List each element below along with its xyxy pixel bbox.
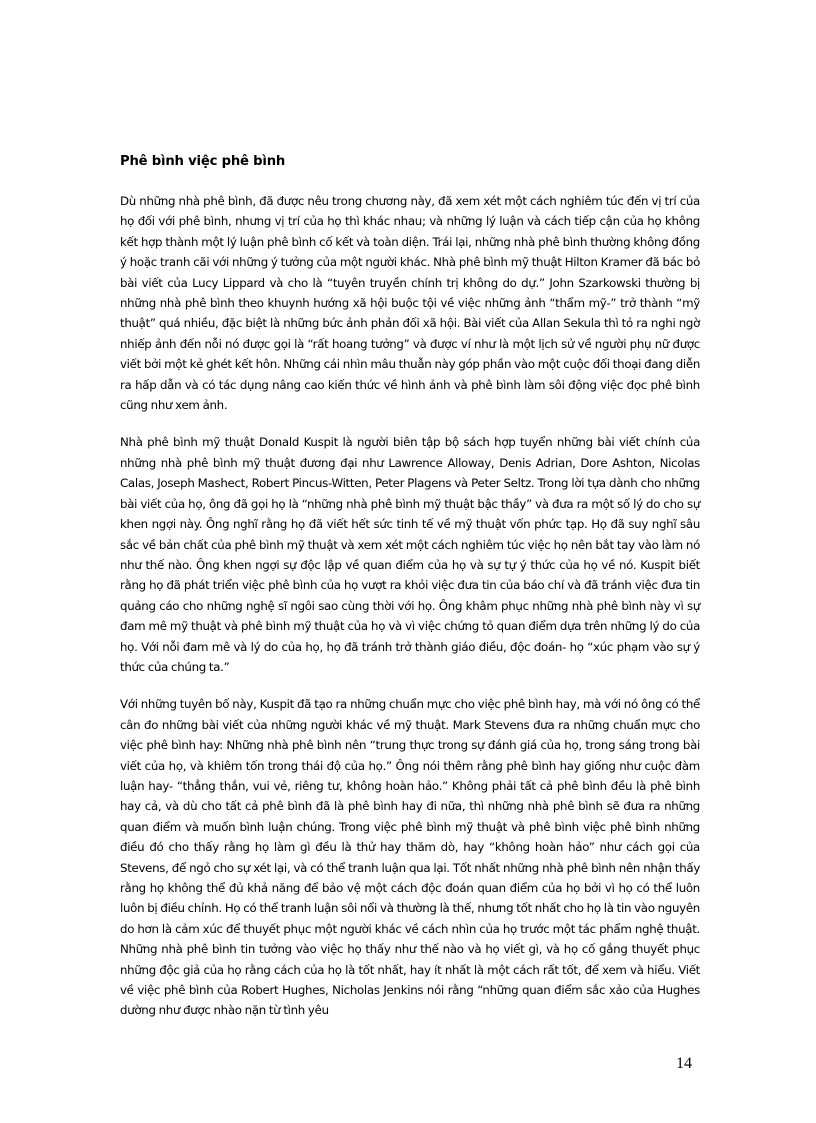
paragraph-1: Dù những nhà phê bình, đã được nêu trong chương này, đã xem xét một cách nghiêm túc đến vị trí của họ đối với phê bình, nhưng vị trí của họ thì khác nhau; và những lý luận và cách tiếp cận của họ không kết hợp thành một lý luận phê bình cố kết và toàn diện. Trái lại, những nhà phê bình thường không đồng ý hoặc tranh cãi với những ý tưởng của một người khác. Nhà phê bình mỹ thuật Hilton Kramer đã bác bỏ bài viết của Lucy Lippard và cho là “tuyên truyền chính trị không do dự.” John Szarkowski thường bị những nhà phê bình theo khuynh hướng xã hội buộc tội về việc những ảnh “thẩm mỹ-” trở thành “mỹ thuật” quá nhiều, đặc biệt là những bức ảnh phản đối xã hội. Bài viết của Allan Sekula thì tỏ ra nghi ngờ nhiếp ảnh đến nỗi nó được gọi là “rất hoang tưởng” và được ví như là một lịch sử về người phụ nữ được viết bởi một kẻ ghét kết hôn. Những cái nhìn mâu thuẫn này góp phần vào một cuộc đối thoại đang diễn ra hấp dẫn và có tác dụng nâng cao kiến thức về hình ảnh và phê bình làm sôi động việc đọc phê bình cũng như xem ảnh.: [120, 194, 700, 413]
section-heading: Phê bình việc phê bình: [120, 154, 286, 169]
page-content: [120, 153, 700, 1038]
paragraph-3: Với những tuyên bố này, Kuspit đã tạo ra những chuẩn mực cho việc phê bình hay, mà với nó ông có thể cân đo những bài viết của những người khác về mỹ thuật. Mark Stevens đưa ra những chuẩn mực cho việc phê bình hay: Những nhà phê bình nên “trung thực trong sự đánh giá của họ, trong sáng trong bài viết của họ, và khiêm tốn trong thái độ của họ.” Ông nói thêm rằng phê bình hay giống như cuộc đàm luận hay- “thẳng thắn, vui vẻ, riêng tư, không hoàn hảo.” Không phải tất cả phê bình đều là phê bình hay cả, và dù cho tất cả phê bình đã là phê bình hay đi nữa, thì những nhà phê bình sẽ đưa ra những quan điểm và muốn bình luận chúng. Trong việc phê bình mỹ thuật và phê bình việc phê bình những điều đó cho thấy rằng họ làm gì đều là thử hay thăm dò, hay “không hoàn hảo” như cách gọi của Stevens, để ngỏ cho sự xét lại, và có thể tranh luận qua lại. Tốt nhất những nhà phê bình nên nhận thấy rằng họ không thể đủ khả năng để bảo vệ một cách độc đoán quan điểm của họ bởi vì họ có thể luôn luôn bị điều chỉnh. Họ có thể tranh luận sôi nổi và thường là thế, nhưng tốt nhất cho họ là tin vào nguyên do hơn là cảm xúc để thuyết phục một người khác về cách nhìn của họ trước một tác phẩm nghệ thuật. Những nhà phê bình tin tưởng vào việc họ thấy như thế nào và họ viết gì, và họ cố gắng thuyết phục những độc giả của họ rằng cách của họ là tốt nhất, hay ít nhất là một cách rất tốt, để xem và hiểu. Viết về việc phê bình của Robert Hughes, Nicholas Jenkins nói rằng “những quan điểm sắc xảo của Hughes dường như được nhào nặn từ tình yêu: [120, 697, 700, 1018]
page-number: 14: [676, 1055, 692, 1072]
paragraph-2: Nhà phê bình mỹ thuật Donald Kuspit là người biên tập bộ sách hợp tuyển những bài viết chính của những nhà phê bình mỹ thuật đương đại như Lawrence Alloway, Denis Adrian, Dore Ashton, Nicolas Calas, Joseph Mashect, Robert Pincus-Witten, Peter Plagens và Peter Seltz. Trong lời tựa dành cho những bài viết của họ, ông đã gọi họ là “những nhà phê bình mỹ thuật bậc thầy” và đưa ra một số lý do cho sự khen ngợi này. Ông nghĩ rằng họ đã viết hết sức tinh tế về mỹ thuật vốn phức tạp. Họ đã suy nghĩ sâu sắc về bản chất của phê bình mỹ thuật và xem xét một cách nghiêm túc việc họ nên bắt tay vào làm nó như thế nào. Ông khen ngợi sự độc lập về quan điểm của họ và sự tự ý thức của họ về nó. Kuspit biết rằng họ đã phát triển việc phê bình của họ vượt ra khỏi việc đưa tin của báo chí và đã tránh việc đưa tin quảng cáo cho những nghệ sĩ ngôi sao cùng thời với họ. Ông khâm phục những nhà phê bình này vì sự đam mê mỹ thuật và phê bình mỹ thuật của họ và vì việc chứng tỏ quan điểm dựa trên những lý do của họ. Với nỗi đam mê và lý do của họ, họ đã tránh trở thành giáo điều, độc đoán- họ “xúc phạm vào sự ý thức của chúng ta.”: [120, 435, 700, 674]
